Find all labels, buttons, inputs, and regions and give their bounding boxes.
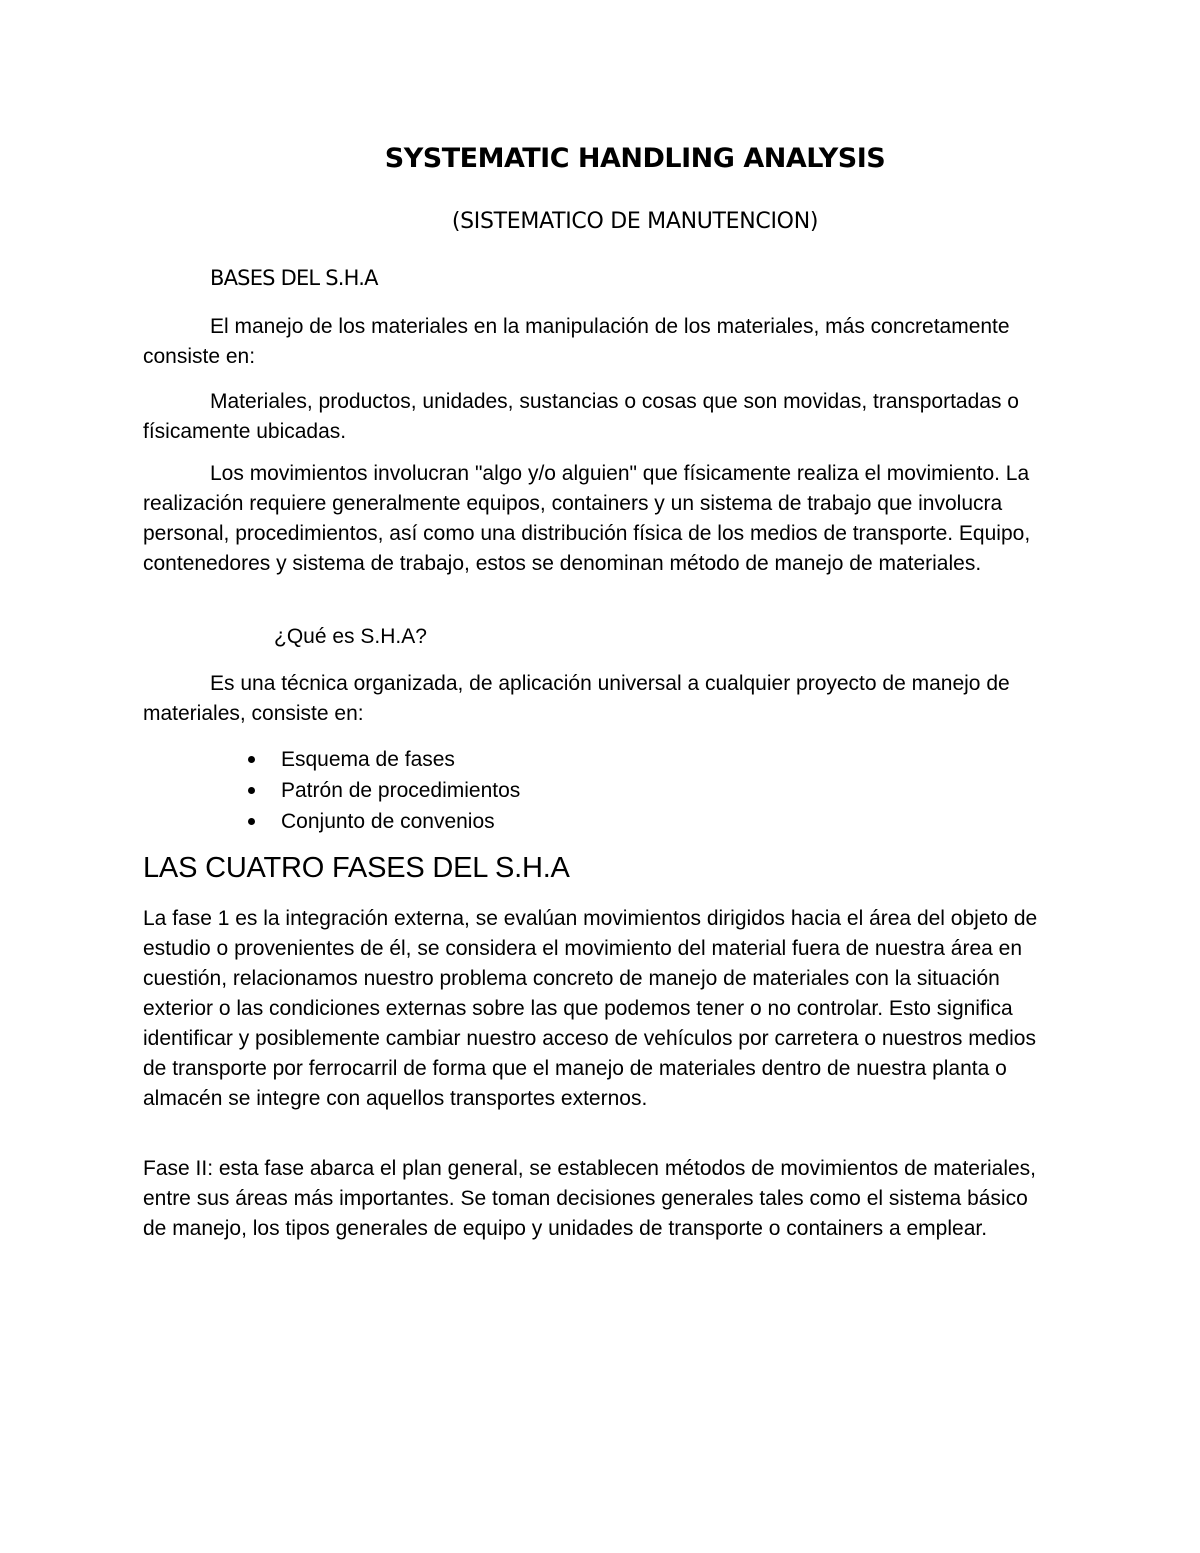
list-item [143, 744, 520, 775]
section-heading: LAS CUATRO FASES DEL S.H.A [143, 852, 570, 884]
bullet-list [143, 744, 520, 837]
list-item [143, 775, 520, 806]
document-subtitle: (SISTEMATICO DE MANUTENCION) [451, 209, 819, 234]
paragraph-movements: Los movimientos involucran "algo y/o alguien" que físicamente realiza el movimiento. La realización requiere generalmente equipos, containers y un sistema de trabajo que involucra personal, procedimientos, así como una distribución física de los medios de transporte. Equipo, contenedores y sistema de trabajo, estos se denominan método de manejo de materiales. [143, 462, 1031, 575]
list-item-label: Patrón de procedimientos [281, 779, 521, 802]
bullet-icon [248, 818, 255, 825]
bullet-icon [248, 787, 255, 794]
list-item-label: Conjunto de convenios [281, 810, 495, 833]
paragraph-phase-1: La fase 1 es la integración externa, se evalúan movimientos dirigidos hacia el área del objeto de estudio o provenientes de él, se considera el movimiento del material fuera de nuestra área en cuestión, relacionamos nuestro problema concreto de manejo de materiales con la situación exterior o las condiciones externas sobre las que podemos tener o no controlar. Esto significa identificar y posiblemente cambiar nuestro acceso de vehículos por carretera o nuestros medios de transporte por ferrocarril de forma que el manejo de materiales dentro de nuestra planta o almacén se integre con aquellos transportes externos. [143, 907, 1038, 1110]
bullet-icon [248, 756, 255, 763]
document-title: SYSTEMATIC HANDLING ANALYSIS [384, 143, 886, 174]
paragraph-intro: El manejo de los materiales en la manipulación de los materiales, más concretamente consiste en: [143, 315, 1010, 368]
list-item [143, 806, 520, 837]
bases-heading: BASES DEL S.H.A [210, 266, 378, 290]
paragraph-phase-2: Fase II: esta fase abarca el plan general, se establecen métodos de movimientos de materiales, entre sus áreas más importantes. Se toman decisiones generales tales como el sistema básico de manejo, los tipos generales de equipo y unidades de transporte o containers a emplear. [143, 1157, 1036, 1240]
question-heading: ¿Qué es S.H.A? [274, 625, 427, 648]
list-item-label: Esquema de fases [281, 748, 455, 771]
paragraph-answer: Es una técnica organizada, de aplicación universal a cualquier proyecto de manejo de materiales, consiste en: [143, 672, 1010, 725]
paragraph-materials: Materiales, productos, unidades, sustancias o cosas que son movidas, transportadas o físicamente ubicadas. [143, 390, 1019, 443]
